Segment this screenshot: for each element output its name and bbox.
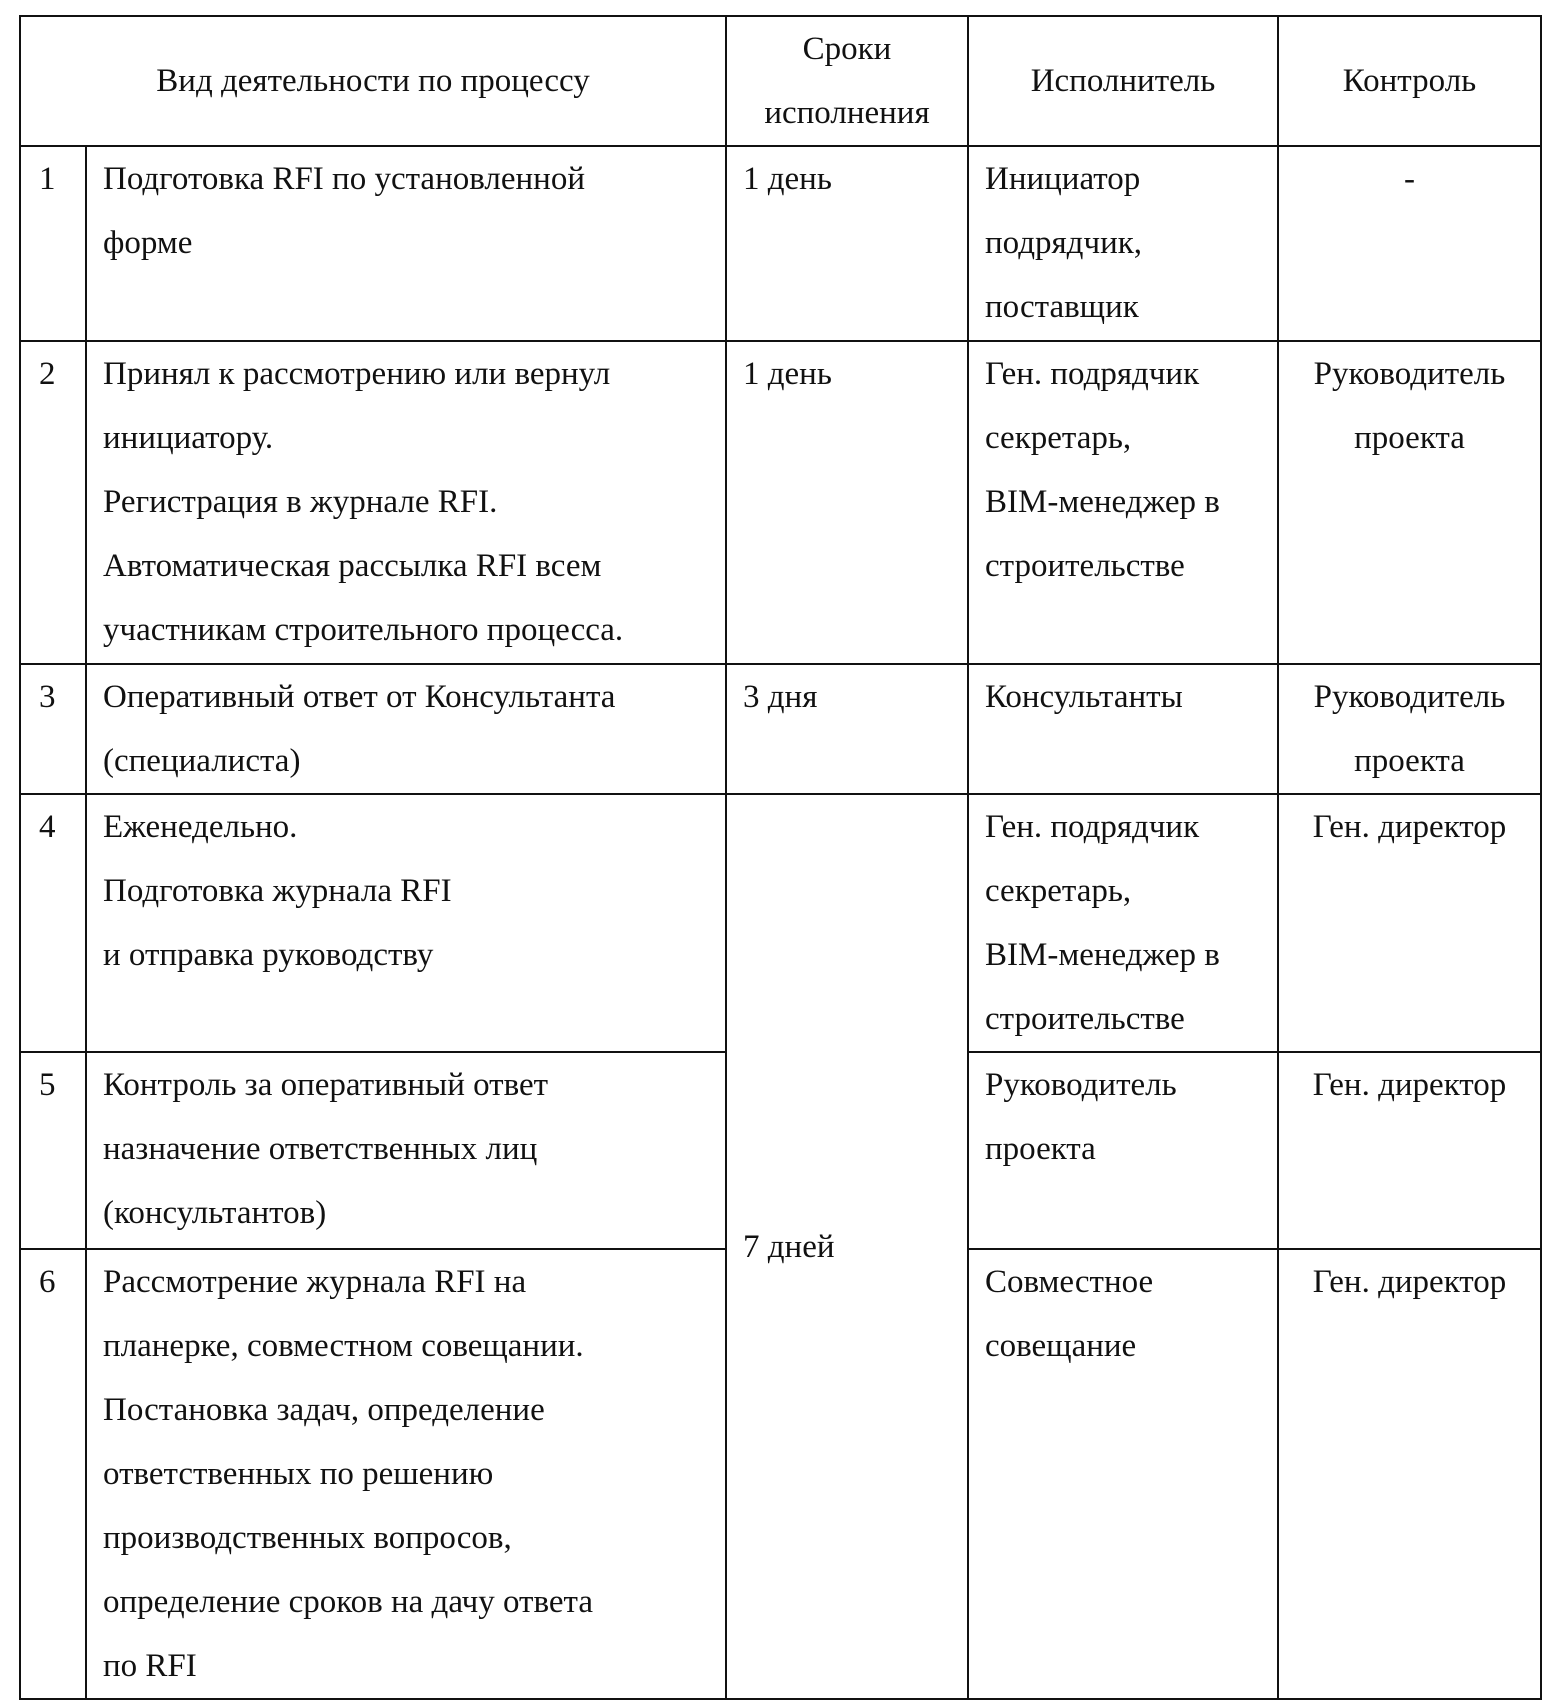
cell-line: Рассмотрение журнала RFI на [103,1264,527,1300]
header-deadline-line: исполнения [764,95,930,131]
cell-line: проекта [985,1131,1096,1167]
cell-line: планерке, совместном совещании. [103,1328,584,1364]
table-row [20,146,1541,341]
cell-line: BIM-менеджер в [985,937,1220,973]
executor-cell [968,1052,1278,1249]
activity-cell [86,146,726,341]
table-row [20,664,1541,794]
row-number: 2 [20,341,86,664]
cell-line: Принял к рассмотрению или вернул [103,356,611,392]
cell-line: BIM-менеджер в [985,484,1220,520]
deadline-cell: 1 день [726,341,968,664]
control-cell [1278,664,1541,794]
header-deadline-line: Сроки [802,31,892,67]
cell-line: Ген. подрядчик [985,356,1200,392]
cell-line: участникам строительного процесса. [103,612,624,648]
cell-line: Ген. директор [1312,809,1507,845]
cell-line: инициатору. [103,420,274,456]
control-cell [1278,341,1541,664]
row-number: 3 [20,664,86,794]
activity-cell [86,1249,726,1699]
header-deadline [726,16,968,146]
cell-line: Еженедельно. [103,809,298,845]
cell-line: Консультанты [985,679,1183,715]
cell-line: Подготовка журнала RFI [103,873,452,909]
control-cell [1278,146,1541,341]
cell-line: подрядчик, [985,225,1143,261]
deadline-cell: 3 дня [726,664,968,794]
cell-line: производственных вопросов, [103,1520,512,1556]
cell-line: проекта [1354,420,1465,456]
cell-line: секретарь, [985,873,1132,909]
cell-line: - [1404,161,1415,197]
deadline-cell: 7 дней [726,794,968,1699]
activity-cell [86,341,726,664]
cell-line: по RFI [103,1648,197,1684]
cell-line: Ген. подрядчик [985,809,1200,845]
executor-cell [968,341,1278,664]
cell-line: Контроль за оперативный ответ [103,1067,549,1103]
cell-line: строительстве [985,548,1185,584]
deadline-cell: 1 день [726,146,968,341]
cell-line: (специалиста) [103,743,301,779]
cell-line: проекта [1354,743,1465,779]
table-row [20,794,1541,1052]
cell-line: строительстве [985,1001,1185,1037]
cell-line: секретарь, [985,420,1132,456]
cell-line: Ген. директор [1312,1264,1507,1300]
executor-cell [968,794,1278,1052]
cell-line: и отправка руководству [103,937,434,973]
cell-line: Совместное [985,1264,1154,1300]
executor-cell [968,146,1278,341]
cell-line: Постановка задач, определение [103,1392,545,1428]
row-number: 6 [20,1249,86,1699]
header-activity: Вид деятельности по процессу [20,16,726,146]
table-row [20,341,1541,664]
row-number: 4 [20,794,86,1052]
activity-cell [86,1052,726,1249]
cell-line: (консультантов) [103,1195,327,1231]
cell-line: Оперативный ответ от Консультанта [103,679,616,715]
header-executor: Исполнитель [968,16,1278,146]
cell-line: Подготовка RFI по установленной [103,161,585,197]
cell-line: форме [103,225,193,261]
activity-cell [86,794,726,1052]
header-row [20,16,1541,146]
control-cell [1278,1052,1541,1249]
row-number: 5 [20,1052,86,1249]
activity-cell [86,664,726,794]
cell-line: поставщик [985,289,1139,325]
row-number: 1 [20,146,86,341]
cell-line: определение сроков на дачу ответа [103,1584,593,1620]
cell-line: Автоматическая рассылка RFI всем [103,548,602,584]
cell-line: Руководитель [985,1067,1177,1103]
control-cell [1278,794,1541,1052]
cell-line: ответственных по решению [103,1456,494,1492]
cell-line: назначение ответственных лиц [103,1131,538,1167]
executor-cell [968,1249,1278,1699]
cell-line: Регистрация в журнале RFI. [103,484,498,520]
cell-line: Инициатор [985,161,1141,197]
control-cell [1278,1249,1541,1699]
executor-cell [968,664,1278,794]
rfi-process-table [19,15,1542,1700]
cell-line: совещание [985,1328,1137,1364]
cell-line: Ген. директор [1312,1067,1507,1103]
cell-line: Руководитель [1313,356,1506,392]
header-control: Контроль [1278,16,1541,146]
cell-line: Руководитель [1313,679,1506,715]
